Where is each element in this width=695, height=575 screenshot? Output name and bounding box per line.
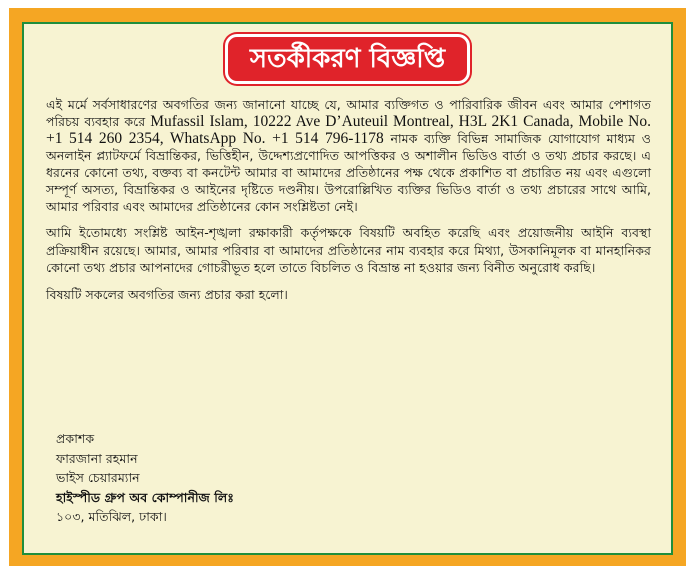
paragraph-1-english: Mufassil Islam, 10222 Ave D’Auteuil Montreal, H3L 2K1 Canada, Mobile No. +1 514 260 2354, WhatsApp No. +1 514 796-1178 xyxy=(46,113,651,147)
publisher-name: ফারজানা রহমান xyxy=(56,450,138,466)
paragraph-1 xyxy=(46,96,651,215)
publisher-company: হাইস্পীড গ্রুপ অব কোম্পানীজ লিঃ xyxy=(56,489,234,505)
paragraph-1-text-a: এই মর্মে সর্বসাধারণের অবগতির জন্য জানানো যাচ্ছে যে, আমার ব্যক্তিগত ও পারিবারিক জীবন এবং আমার পেশাগত পরিচয় ব্যবহার করে xyxy=(46,97,651,129)
publisher-designation: ভাইস চেয়ারম্যান xyxy=(56,470,140,485)
paragraph-1-text-b: নামক ব্যক্তি বিভিন্ন সামাজিক যোগাযোগ মাধ্যম ও অনলাইন প্ল্যাটফর্মে বিভ্রান্তিকর, ভিত্তিহীন, উদ্দেশ্যপ্রণোদিত আপত্তিকর ও অশালীন ভিডিও বার্তা ও তথ্য প্রচার করছে। এ ধরনের কোনো তথ্য, বক্তব্য বা কনটেন্ট আমার বা আমাদের প্রতিষ্ঠানের পক্ষ থেকে প্রকাশিত বা প্রচারিত নয় এবং এগুলো সম্পূর্ণ অসত্য, বিভ্রান্তিকর ও আইনের দৃষ্টিতে দণ্ডনীয়। উপরোল্লিখিত ব্যক্তির ভিডিও বার্তা ও তথ্য প্রচারের সাথে আমি, আমার পরিবার এবং আমাদের প্রতিষ্ঠানের কোন সংশ্লিষ্টতা নেই। xyxy=(46,131,651,214)
publisher-block xyxy=(56,429,234,527)
paragraph-3: বিষয়টি সকলের অবগতির জন্য প্রচার করা হলো। xyxy=(46,286,288,302)
publisher-address: ১০৩, মতিঝিল, ঢাকা। xyxy=(56,509,167,524)
notice-title: সতর্কীকরণ বিজ্ঞপ্তি xyxy=(225,34,470,84)
paragraph-2: আমি ইতোমধ্যে সংশ্লিষ্ট আইন-শৃঙ্খলা রক্ষাকারী কর্তৃপক্ষকে বিষয়টি অবহিত করেছি এবং প্রয়োজনীয় আইনি ব্যবস্থা প্রক্রিয়াধীন রয়েছে। আমার, আমার পরিবার বা আমাদের প্রতিষ্ঠানের নাম ব্যবহার করে মিথ্যা, উসকানিমূলক বা মানহানিকর কোনো তথ্য প্রচার আপনাদের গোচরীভূত হলে তাতে বিচলিত ও বিভ্রান্ত না হওয়ার জন্য বিনীত অনুরোধ করছি। xyxy=(46,225,651,275)
notice-body xyxy=(46,96,651,312)
publisher-label: প্রকাশক xyxy=(56,431,95,446)
notice-panel xyxy=(22,22,673,555)
title-banner-wrap xyxy=(24,34,671,84)
